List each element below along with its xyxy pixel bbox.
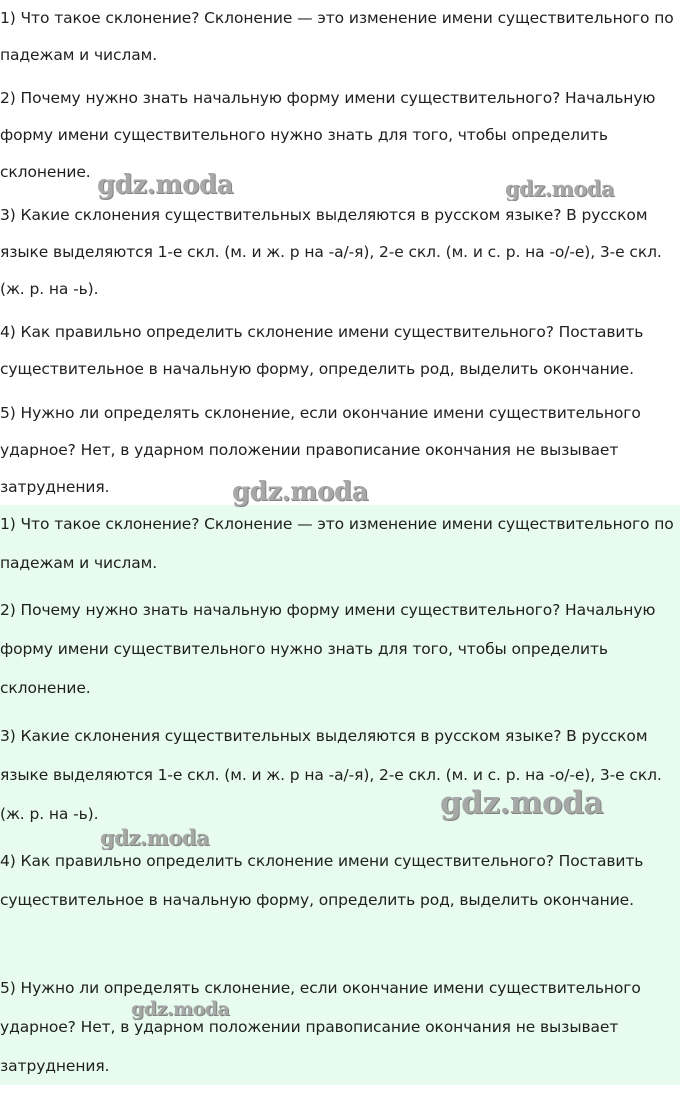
answer-paragraph-4: 4) Как правильно определить склонение имени существительного? Поставить существительное в начальную форму, определить род, выделить окончание. [0,852,649,909]
answer-paragraph-4: 4) Как правильно определить склонение имени существительного? Поставить существительное в начальную форму, определить род, выделить окончание. [0,323,649,378]
answer-paragraph-1: 1) Что такое склонение? Склонение — это изменение имени существительного по падежам и числам. [0,9,679,64]
watermark-logo: gdz.moda [232,477,369,507]
watermark-logo: gdz.moda [100,825,210,850]
answer-section-bottom [0,505,680,1085]
answer-paragraph-3: 3) Какие склонения существительных выделяются в русском языке? В русском языке выделяются 1-е скл. (м. и ж. р на -а/-я), 2-е скл. (м. и с. р. на -о/-е), 3-е скл. (ж. р. на -ь). [0,727,667,823]
watermark-logo: gdz.moda [440,785,603,821]
answer-section-top [0,0,680,505]
watermark-logo: gdz.moda [505,176,615,201]
answer-paragraph-2: 2) Почему нужно знать начальную форму имени существительного? Начальную форму имени существительного нужно знать для того, чтобы определить склонение. [0,601,661,697]
page-bottom-margin [0,1085,680,1120]
answer-paragraph-1: 1) Что такое склонение? Склонение — это изменение имени существительного по падежам и числам. [0,515,679,572]
watermark-logo: gdz.moda [97,170,234,200]
answer-paragraph-5: 5) Нужно ли определять склонение, если окончание имени существительного ударное? Нет, в ударном положении правописание окончания не вызывает затруднения. [0,979,646,1075]
answer-paragraph-2: 2) Почему нужно знать начальную форму имени существительного? Начальную форму имени существительного нужно знать для того, чтобы определить склонение. [0,89,661,181]
answer-paragraph-5: 5) Нужно ли определять склонение, если окончание имени существительного ударное? Нет, в ударном положении правописание окончания не вызывает затруднения. [0,404,646,496]
watermark-logo: gdz.moda [131,998,230,1020]
answer-paragraph-3: 3) Какие склонения существительных выделяются в русском языке? В русском языке выделяются 1-е скл. (м. и ж. р на -а/-я), 2-е скл. (м. и с. р. на -о/-е), 3-е скл. (ж. р. на -ь). [0,206,667,298]
